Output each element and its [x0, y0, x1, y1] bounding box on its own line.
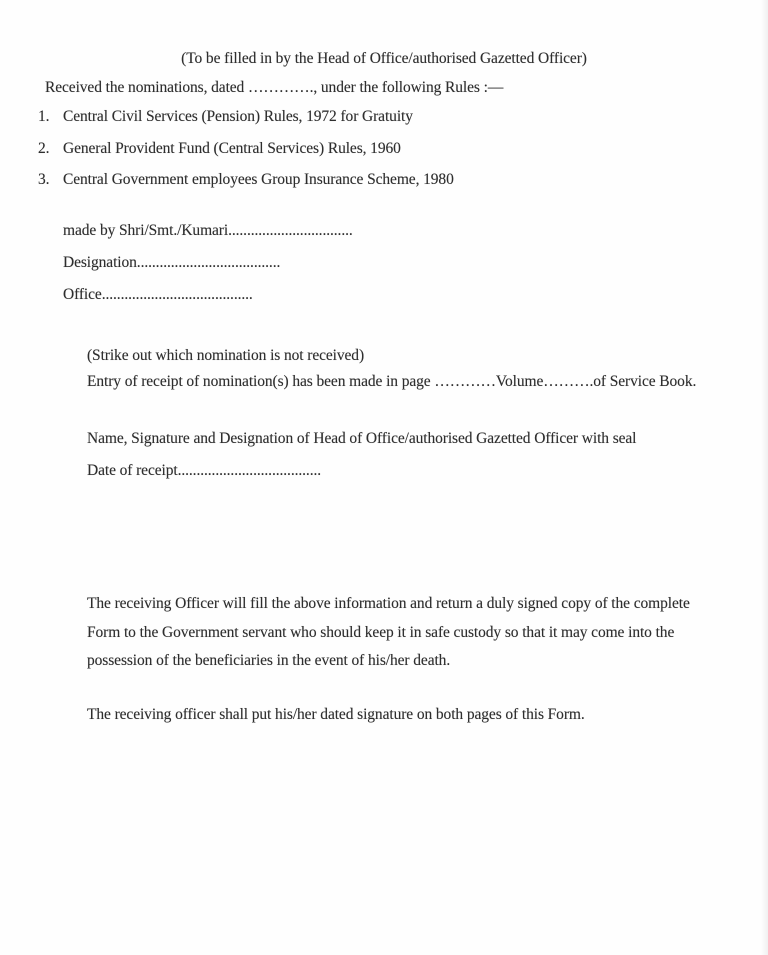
closing-paragraph-line: Form to the Government servant who should keep it in safe custody so that it may come into the [87, 623, 675, 641]
made-by-line: made by Shri/Smt./Kumari................................. [63, 222, 353, 239]
designation-line: Designation...................................... [63, 254, 281, 271]
rule-text: Central Civil Services (Pension) Rules, 1972 for Gratuity [63, 108, 413, 125]
received-nominations-line: Received the nominations, dated …………., under the following Rules :— [45, 79, 504, 96]
form-heading: (To be filled in by the Head of Office/authorised Gazetted Officer) [181, 50, 587, 67]
rule-number: 2. [38, 140, 50, 157]
rule-item-1 [38, 107, 413, 127]
date-of-receipt-line: Date of receipt...................................... [87, 462, 322, 479]
strike-out-note: (Strike out which nomination is not received) [87, 347, 365, 364]
page-right-edge-shadow [761, 0, 768, 955]
rule-item-2 [38, 139, 401, 159]
rule-number: 1. [38, 108, 50, 125]
closing-paragraph [87, 590, 690, 676]
closing-paragraph-line: The receiving Officer will fill the above information and return a duly signed copy of the complete [87, 595, 690, 612]
rule-text: General Provident Fund (Central Services) Rules, 1960 [63, 140, 401, 157]
closing-paragraph-line: possession of the beneficiaries in the event of his/her death. [87, 652, 451, 669]
rule-number: 3. [38, 171, 50, 188]
rule-item-3 [38, 170, 454, 190]
signature-instruction-line: The receiving officer shall put his/her dated signature on both pages of this Form. [87, 706, 585, 723]
entry-of-receipt-line: Entry of receipt of nomination(s) has been made in page …………Volume……….of Service Book. [87, 373, 697, 390]
rule-text: Central Government employees Group Insurance Scheme, 1980 [63, 171, 454, 188]
name-signature-designation-line: Name, Signature and Designation of Head of Office/authorised Gazetted Officer with seal [87, 430, 637, 447]
office-line: Office........................................ [63, 286, 253, 303]
